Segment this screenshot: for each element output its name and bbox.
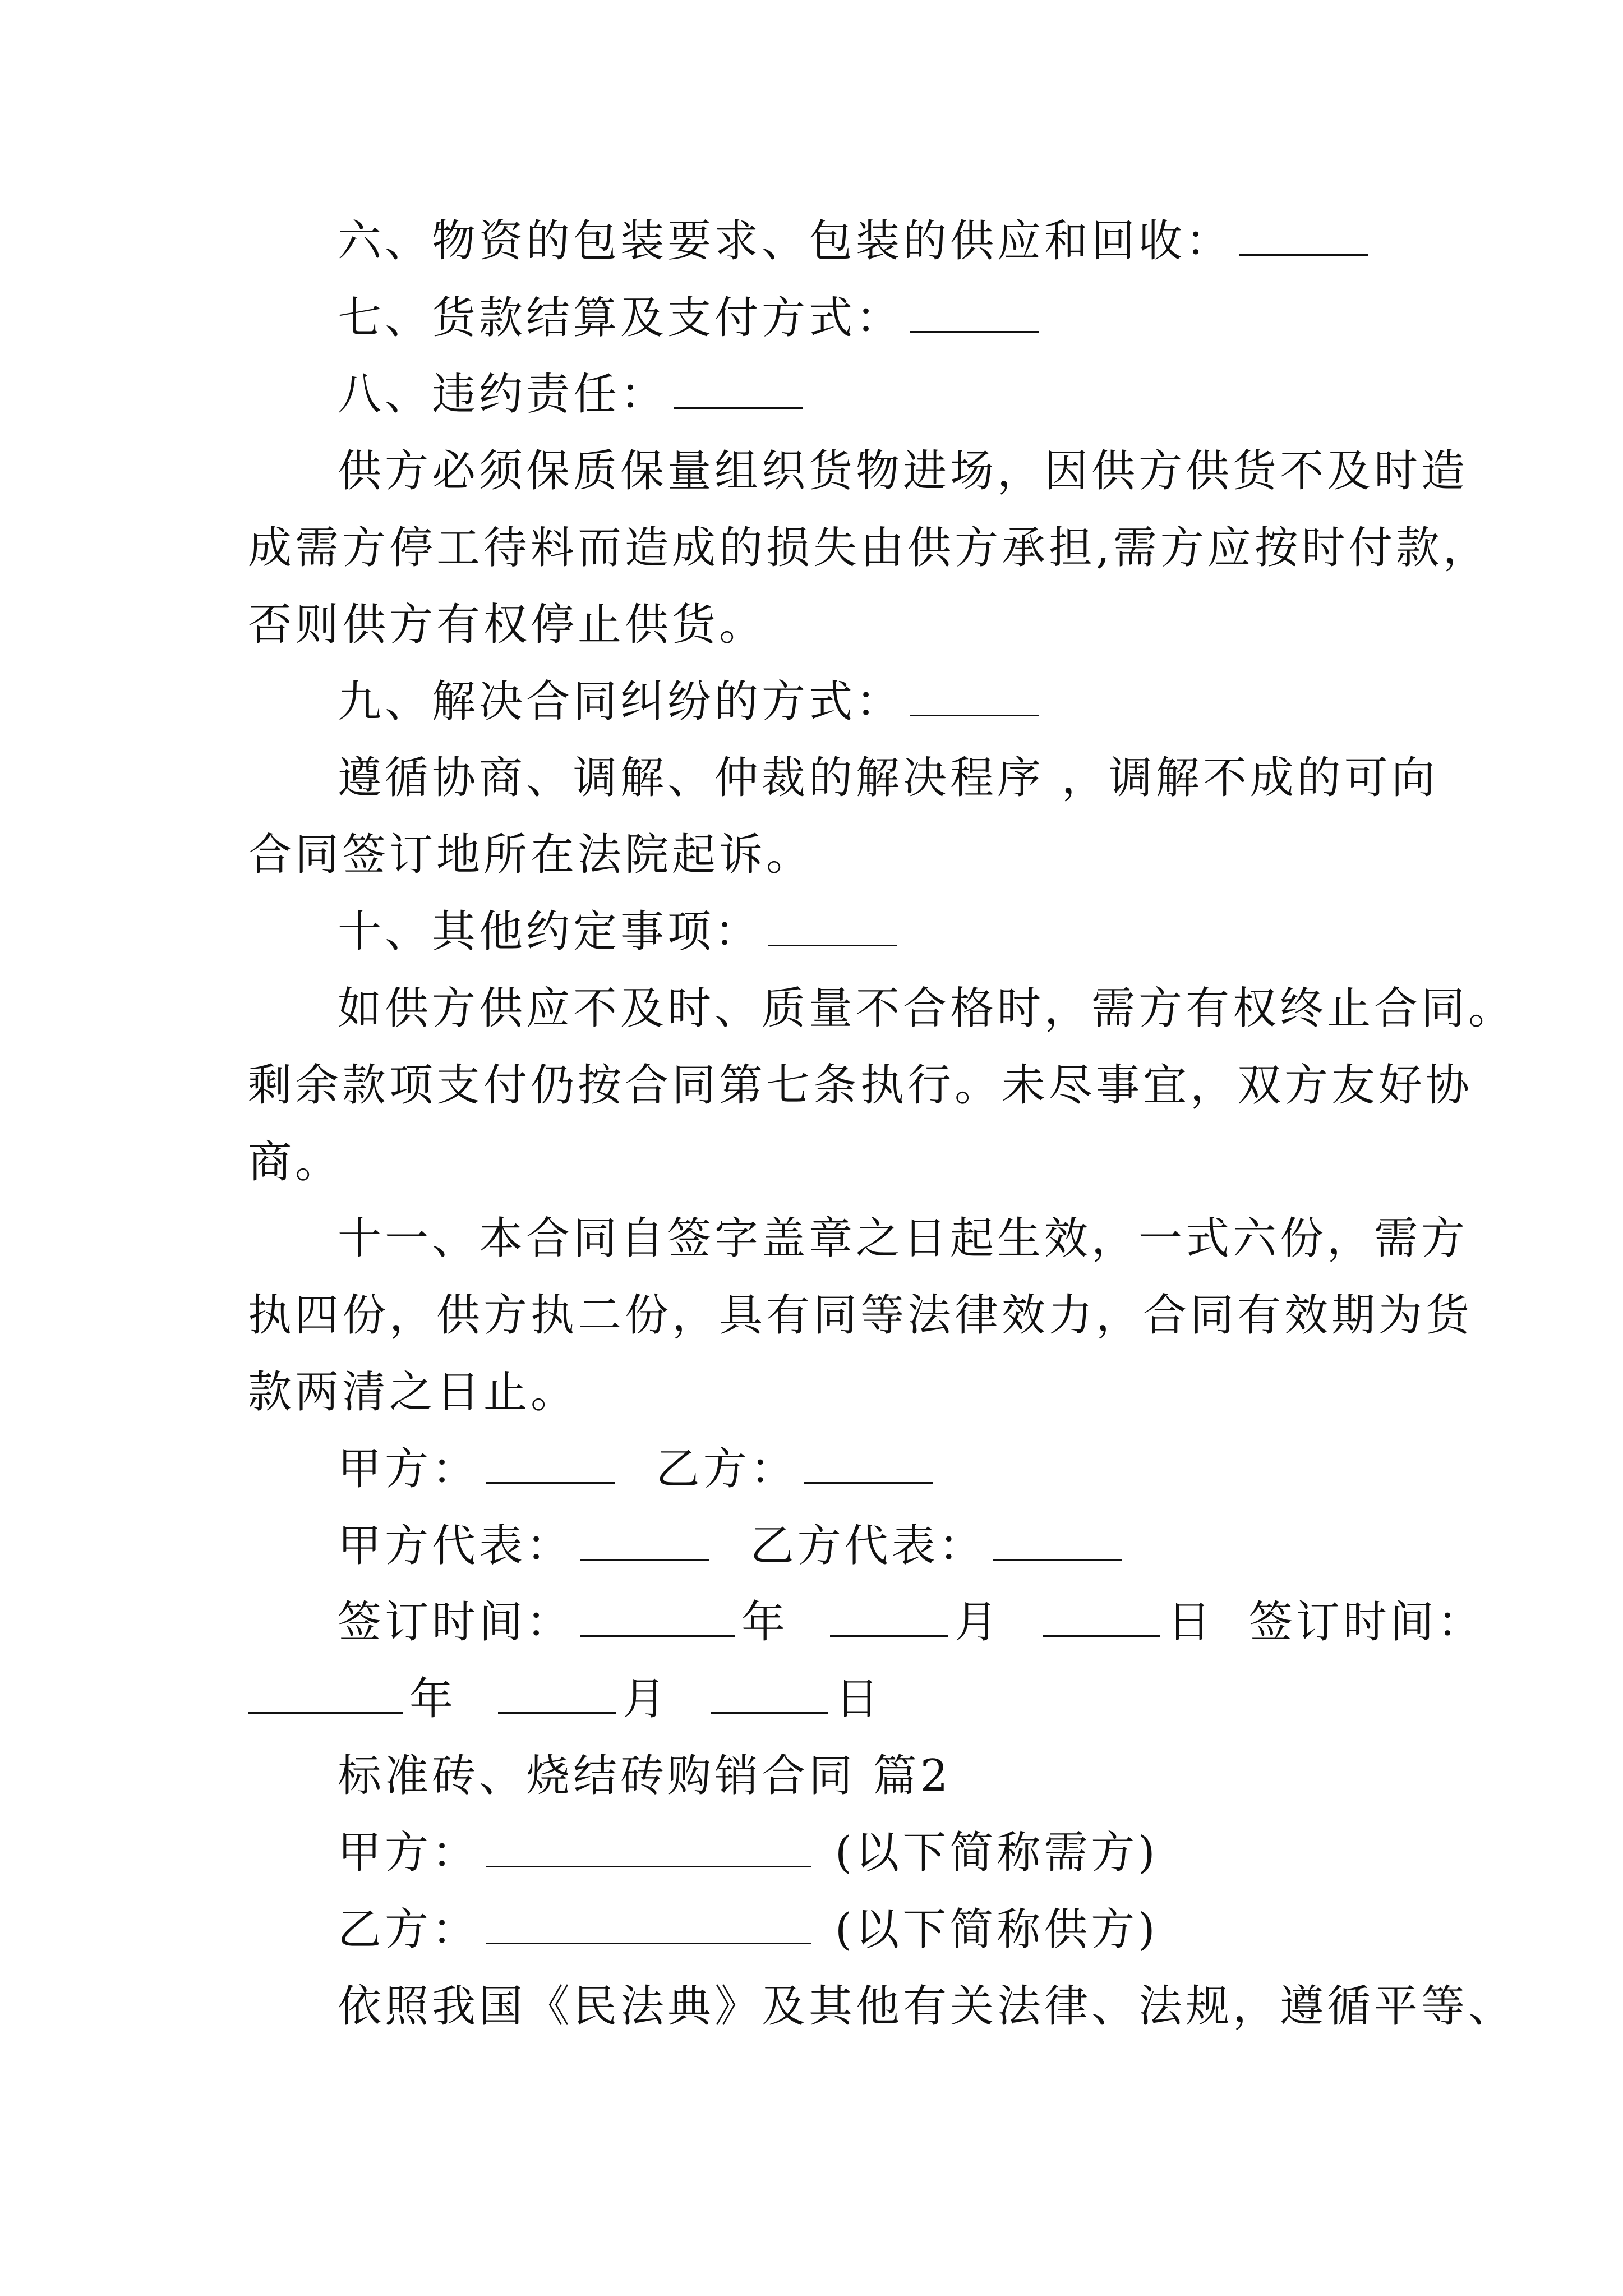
- month-label-2: 月: [622, 1674, 670, 1724]
- clause-9: [0, 674, 1623, 730]
- para-3-line-2: 剩余款项支付仍按合同第七条执行。未尽事宜，双方友好协: [248, 1060, 1473, 1111]
- parties-line: [0, 1441, 1623, 1497]
- blank-line: [768, 911, 897, 946]
- party-b2-note: (以下简称供方): [834, 1904, 1159, 1955]
- para-3-line-3: 商。: [248, 1137, 343, 1188]
- blank-line: [1239, 220, 1368, 256]
- month-label: 月: [954, 1597, 1002, 1648]
- blank-line: [486, 1909, 811, 1944]
- rep-a-label: 甲方代表：: [338, 1521, 574, 1571]
- blank-line: [711, 1678, 828, 1714]
- clause-6: [0, 213, 1623, 269]
- blank-line: [498, 1678, 616, 1714]
- blank-line: [486, 1832, 811, 1867]
- blank-line: [674, 374, 803, 409]
- party-a-label: 甲方：: [338, 1444, 479, 1494]
- party-a-line-2: [0, 1825, 1623, 1881]
- clause-8: [0, 366, 1623, 422]
- para-1-line-3: 否则供方有权停止供货。: [248, 600, 767, 650]
- sign-time-label: 签订时间：: [338, 1597, 574, 1648]
- day-label: 日: [1167, 1597, 1215, 1648]
- clause-7: [0, 290, 1623, 346]
- blank-line: [248, 1678, 403, 1714]
- para-1-line-2: 成需方停工待料而造成的损失由供方承担,需方应按时付款，: [248, 523, 1490, 573]
- blank-line: [830, 1602, 948, 1637]
- sign-time-line-1: [0, 1594, 1623, 1650]
- blank-line: [804, 1448, 933, 1484]
- party-b-label: 乙方：: [656, 1444, 797, 1494]
- sign-time-line-2: [0, 1671, 1623, 1727]
- para-2-line-2: 合同签订地所在法院起诉。: [248, 830, 814, 880]
- para-1-line-1: 供方必须保质保量组织货物进场，因供方供货不及时造: [338, 446, 1469, 496]
- contract-2-title: 标准砖、烧结砖购销合同 篇2: [338, 1751, 952, 1801]
- clause-10-text: 十、其他约定事项：: [338, 907, 762, 957]
- day-label-2: 日: [835, 1674, 883, 1724]
- blank-line: [580, 1525, 709, 1561]
- representatives-line: [0, 1518, 1623, 1574]
- clause-8-text: 八、违约责任：: [338, 369, 668, 420]
- blank-line: [580, 1602, 735, 1637]
- year-label-2: 年: [409, 1674, 457, 1724]
- para-2-line-1: 遵循协商、调解、仲裁的解决程序 ，调解不成的可向: [338, 753, 1438, 803]
- blank-line: [486, 1448, 615, 1484]
- rep-b-label: 乙方代表：: [750, 1521, 986, 1571]
- party-a2-note: (以下简称需方): [834, 1828, 1159, 1878]
- preamble-line: 依照我国《民法典》及其他有关法律、法规，遵循平等、: [338, 1981, 1516, 2032]
- clause-10: [0, 904, 1623, 960]
- sign-time-label-2: 签订时间：: [1248, 1597, 1484, 1648]
- party-b-line-2: [0, 1902, 1623, 1958]
- party-b2-label: 乙方：: [338, 1904, 479, 1955]
- clause-7-text: 七、货款结算及支付方式：: [338, 293, 903, 343]
- blank-line: [910, 297, 1039, 333]
- clause-6-text: 六、物资的包装要求、包装的供应和回收：: [338, 216, 1233, 266]
- clause-11-line-3: 款两清之日止。: [248, 1367, 578, 1418]
- clause-11-line-1: 十一、本合同自签字盖章之日起生效，一式六份，需方: [338, 1213, 1469, 1264]
- para-3-line-1: 如供方供应不及时、质量不合格时，需方有权终止合同。: [338, 983, 1516, 1034]
- blank-line: [1043, 1602, 1160, 1637]
- clause-9-text: 九、解决合同纠纷的方式：: [338, 677, 903, 727]
- clause-11-line-2: 执四份，供方执二份，具有同等法律效力，合同有效期为货: [248, 1290, 1473, 1341]
- blank-line: [910, 681, 1039, 716]
- party-a2-label: 甲方：: [338, 1828, 479, 1878]
- year-label: 年: [741, 1597, 789, 1648]
- blank-line: [993, 1525, 1122, 1561]
